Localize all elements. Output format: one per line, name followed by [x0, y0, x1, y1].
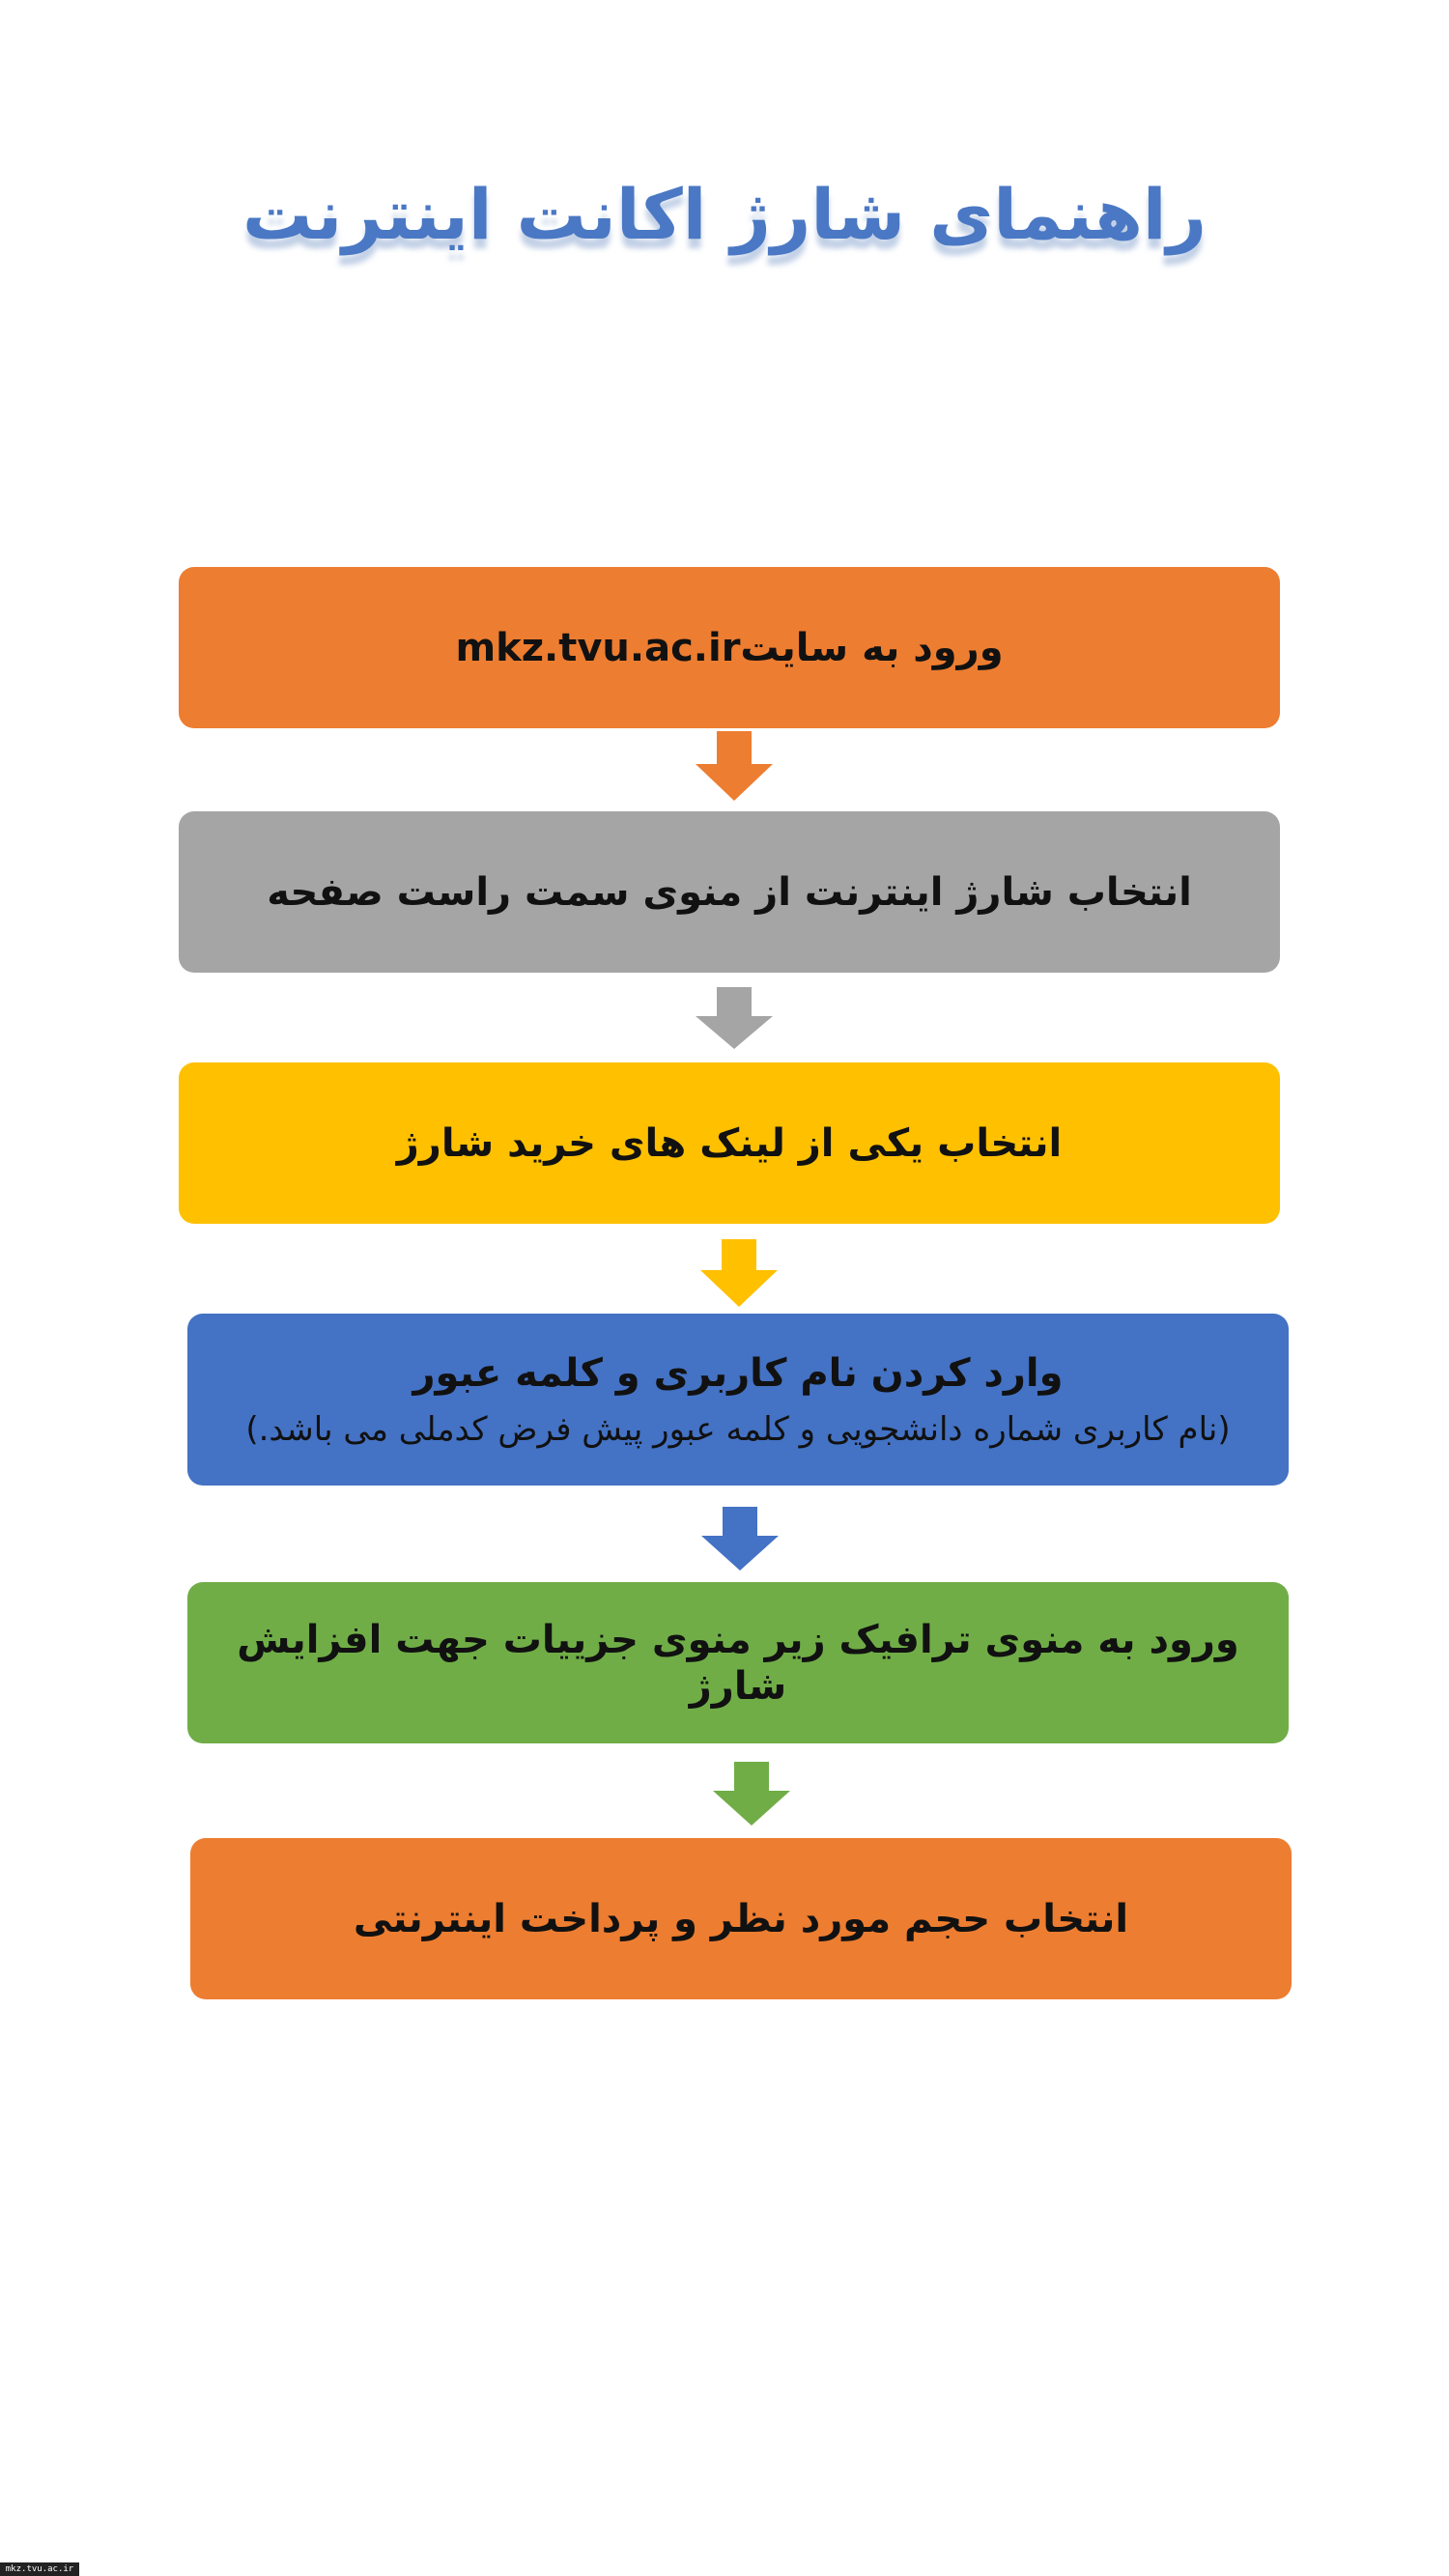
page-title: راهنمای شارژ اکانت اینترنت: [242, 174, 1208, 255]
step-4-note: (نام کاربری شماره دانشجویی و کلمه عبور پیش فرض کدملی می باشد.): [245, 1410, 1231, 1449]
step-3-box: [179, 1062, 1280, 1224]
step-1-label: [455, 625, 1003, 671]
step-6-box: [190, 1838, 1292, 1999]
step-1-prefix: ورود به سایت: [740, 625, 1004, 670]
step-4-box: [187, 1314, 1289, 1486]
step-3-label: انتخاب یکی از لینک های خرید شارژ: [396, 1120, 1063, 1166]
step-6-label: انتخاب حجم مورد نظر و پرداخت اینترنتی: [353, 1896, 1129, 1941]
step-1-url: mkz.tvu.ac.ir: [455, 625, 741, 670]
step-5-box: [187, 1582, 1289, 1743]
step-5-label: ورود به منوی ترافیک زیر منوی جزییات جهت افزایش شارژ: [237, 1617, 1239, 1709]
step-2-label: انتخاب شارژ اینترنت از منوی سمت راست صفحه: [267, 869, 1192, 915]
watermark-logo: mkz.tvu.ac.ir: [0, 2562, 79, 2576]
step-4-label: وارد کردن نام کاربری و کلمه عبور: [412, 1351, 1064, 1396]
step-2-box: [179, 811, 1280, 973]
step-1-box: [179, 567, 1280, 728]
